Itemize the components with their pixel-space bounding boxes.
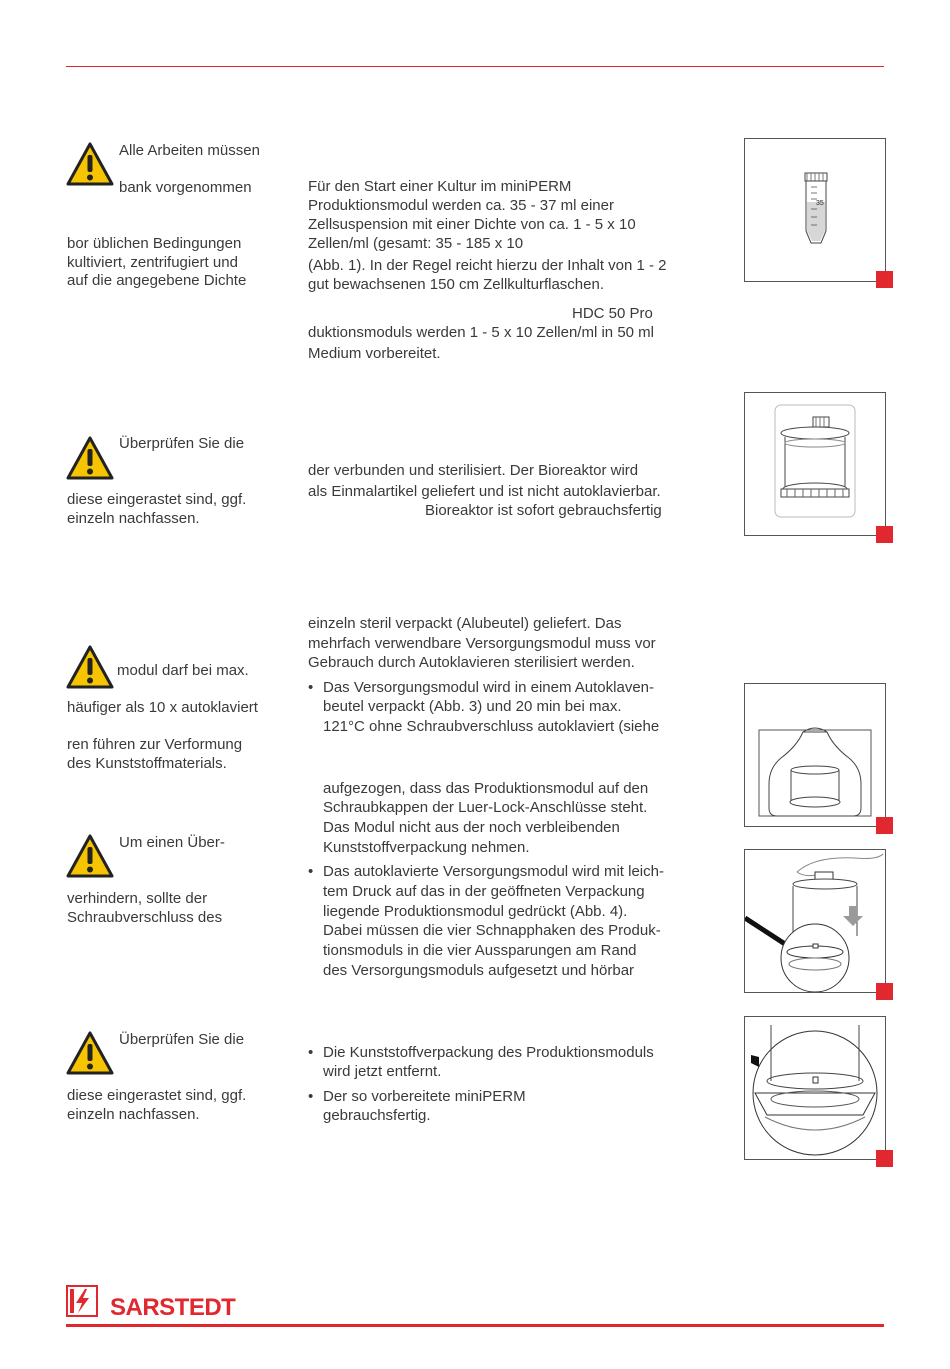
main-p1-line-5: (Abb. 1). In der Regel reicht hierzu der Inhalt von 1 - 2 bbox=[308, 257, 667, 274]
bullet-line: Dabei müssen die vier Schnapphaken des Produk- bbox=[323, 922, 661, 939]
bullet-line: Das autoklavierte Versorgungsmodul wird mit leich- bbox=[323, 863, 664, 880]
bullet-symbol: • bbox=[308, 1088, 314, 1105]
cont-line-3: Das Modul nicht aus der noch verbleibenden bbox=[323, 819, 620, 836]
warning-icon bbox=[66, 436, 114, 480]
side-note-1-line-2: bank vorgenommen bbox=[119, 179, 252, 196]
tube-label: 35 bbox=[816, 200, 824, 207]
main-p1-line-4: Zellen/ml (gesamt: 35 - 185 x 10 bbox=[308, 235, 524, 252]
bullet-line: Der so vorbereitete miniPERM bbox=[323, 1088, 526, 1105]
side-note-3-line-2: häufiger als 10 x autoklaviert bbox=[67, 699, 258, 716]
side-note-5-line-1: Überprüfen Sie die bbox=[119, 1031, 245, 1048]
warning-icon bbox=[66, 142, 114, 186]
side-note-4-line-1: Um einen Über- bbox=[119, 834, 225, 851]
warning-icon bbox=[66, 645, 114, 689]
bullet-line: Das Versorgungsmodul wird in einem Autoklaven- bbox=[323, 679, 655, 696]
bullet-line: liegende Produktionsmodul gedrückt (Abb. 4). bbox=[323, 903, 628, 920]
figure-marker bbox=[876, 1150, 893, 1167]
side-note-2-line-2: diese eingerastet sind, ggf. bbox=[67, 491, 247, 508]
main-p2-line-3: Medium vorbereitet. bbox=[308, 345, 441, 362]
side-note-2-line-3: einzeln nachfassen. bbox=[67, 510, 200, 527]
snap-detail-illustration bbox=[745, 1017, 885, 1159]
figure-marker bbox=[876, 983, 893, 1000]
top-rule bbox=[66, 66, 884, 67]
side-note-1-line-3: bor üblichen Bedingungen bbox=[67, 235, 242, 252]
press-modules-illustration bbox=[745, 850, 885, 992]
warning-icon bbox=[66, 1031, 114, 1075]
bullet-line: wird jetzt entfernt. bbox=[323, 1063, 442, 1080]
side-note-1-line-1: Alle Arbeiten müssen bbox=[119, 142, 260, 159]
main-p2-line-2: duktionsmoduls werden 1 - 5 x 10 Zellen/ml in 50 ml bbox=[308, 324, 654, 341]
bullet-line: Die Kunststoffverpackung des Produktionsmoduls bbox=[323, 1044, 654, 1061]
figure-bioreactor bbox=[744, 392, 886, 536]
figure-press-modules bbox=[744, 849, 886, 993]
bullet-symbol: • bbox=[308, 863, 314, 880]
main-p1-line-3: Zellsuspension mit einer Dichte von ca. 1 - 5 x 10 bbox=[308, 216, 636, 233]
sarstedt-logo-icon bbox=[66, 1285, 98, 1317]
main-p4-line-1: einzeln steril verpackt (Alubeutel) geliefert. Das bbox=[308, 615, 622, 632]
bullet-line: beutel verpackt (Abb. 3) und 20 min bei max. bbox=[323, 698, 622, 715]
side-note-5-line-3: einzeln nachfassen. bbox=[67, 1106, 200, 1123]
main-p4-line-3: Gebrauch durch Autoklavieren sterilisiert werden. bbox=[308, 654, 635, 671]
bullet-symbol: • bbox=[308, 1044, 314, 1061]
side-note-4-line-3: Schraubverschluss des bbox=[67, 909, 223, 926]
tube-illustration bbox=[745, 139, 885, 281]
side-note-4-line-2: verhindern, sollte der bbox=[67, 890, 208, 907]
side-note-5-line-2: diese eingerastet sind, ggf. bbox=[67, 1087, 247, 1104]
figure-snap-detail bbox=[744, 1016, 886, 1160]
figure-marker bbox=[876, 271, 893, 288]
figure-autoclave-bag bbox=[744, 683, 886, 827]
bullet-symbol: • bbox=[308, 679, 314, 696]
bullet-line: gebrauchsfertig. bbox=[323, 1107, 431, 1124]
bottom-rule bbox=[66, 1324, 884, 1327]
side-note-3-line-1: modul darf bei max. bbox=[117, 662, 249, 679]
cont-line-2: Schraubkappen der Luer-Lock-Anschlüsse steht. bbox=[323, 799, 648, 816]
main-p3-line-3: Bioreaktor ist sofort gebrauchsfertig bbox=[425, 502, 662, 519]
main-p3-line-2: als Einmalartikel geliefert und ist nicht autoklavierbar. bbox=[308, 483, 661, 500]
side-note-2-line-1: Überprüfen Sie die bbox=[119, 435, 245, 452]
bullet-line: des Versorgungsmoduls aufgesetzt und hörbar bbox=[323, 962, 635, 979]
main-p1-line-6: gut bewachsenen 150 cm Zellkulturflaschen. bbox=[308, 276, 605, 293]
main-p2-line-1: HDC 50 Pro bbox=[572, 305, 653, 322]
figure-marker bbox=[876, 526, 893, 543]
bullet-line: 121°C ohne Schraubverschluss autoklaviert (siehe bbox=[323, 718, 660, 735]
cont-line-4: Kunststoffverpackung nehmen. bbox=[323, 839, 530, 856]
figure-tube bbox=[744, 138, 886, 282]
bullet-line: tem Druck auf das in der geöffneten Verpackung bbox=[323, 883, 645, 900]
figure-marker bbox=[876, 817, 893, 834]
brand-name: SARSTEDT bbox=[110, 1294, 236, 1321]
bullet-line: tionsmoduls in die vier Aussparungen am Rand bbox=[323, 942, 637, 959]
main-p3-line-1: der verbunden und sterilisiert. Der Bioreaktor wird bbox=[308, 462, 639, 479]
warning-icon bbox=[66, 834, 114, 878]
bioreactor-illustration bbox=[745, 393, 885, 535]
main-p4-line-2: mehrfach verwendbare Versorgungsmodul muss vor bbox=[308, 635, 656, 652]
autoclave-bag-illustration bbox=[745, 684, 885, 826]
side-note-1-line-4: kultiviert, zentrifugiert und bbox=[67, 254, 238, 271]
side-note-3-line-4: des Kunststoffmaterials. bbox=[67, 755, 227, 772]
side-note-3-line-3: ren führen zur Verformung bbox=[67, 736, 243, 753]
cont-line-1: aufgezogen, dass das Produktionsmodul auf den bbox=[323, 780, 649, 797]
side-note-1-line-5: auf die angegebene Dichte bbox=[67, 272, 247, 289]
main-p1-line-2: Produktionsmodul werden ca. 35 - 37 ml einer bbox=[308, 197, 614, 214]
main-p1-line-1: Für den Start einer Kultur im miniPERM bbox=[308, 178, 572, 195]
